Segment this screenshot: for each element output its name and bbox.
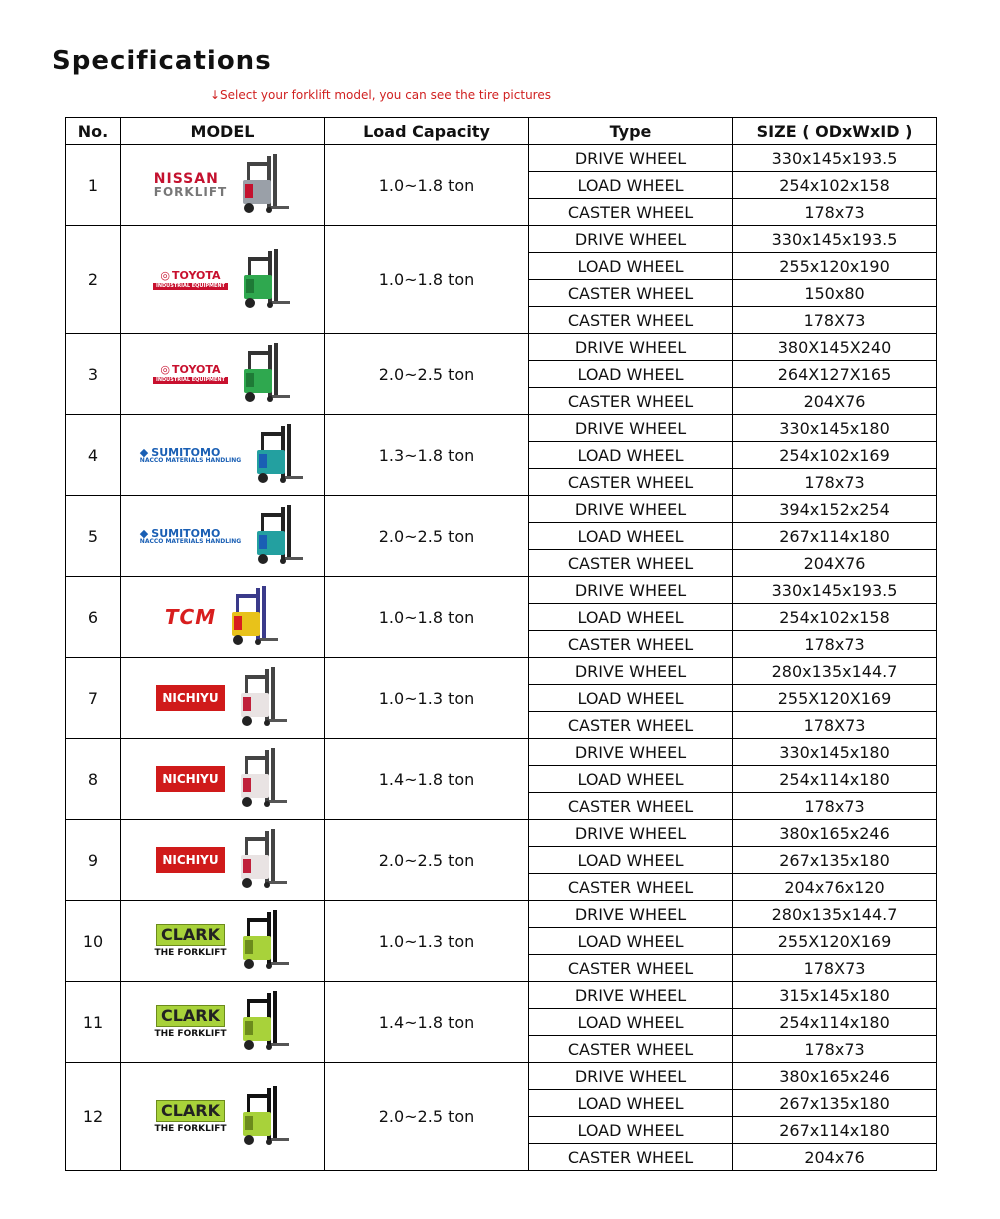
tire-type: CASTER WHEEL	[529, 307, 733, 334]
clark-logo	[154, 924, 226, 958]
logo-line-2: INDUSTRIAL EQUIPMENT	[153, 377, 228, 384]
forklift-image	[229, 746, 289, 812]
logo-line-2: INDUSTRIAL EQUIPMENT	[153, 283, 228, 290]
tire-type: DRIVE WHEEL	[529, 145, 733, 172]
sumitomo-logo	[140, 447, 241, 464]
toyota-logo	[153, 270, 228, 290]
tire-type: LOAD WHEEL	[529, 1009, 733, 1036]
tire-type: CASTER WHEEL	[529, 955, 733, 982]
row-number: 3	[66, 334, 121, 415]
toyota-logo	[153, 364, 228, 384]
tire-size: 267x135x180	[733, 847, 937, 874]
sumitomo-emblem-icon: ◆	[139, 445, 149, 459]
tire-type: LOAD WHEEL	[529, 1117, 733, 1144]
model-cell[interactable]	[121, 334, 325, 415]
tire-size: 204x76x120	[733, 874, 937, 901]
tire-type: CASTER WHEEL	[529, 874, 733, 901]
tire-type: LOAD WHEEL	[529, 685, 733, 712]
tire-size: 178x73	[733, 1036, 937, 1063]
tire-type: DRIVE WHEEL	[529, 226, 733, 253]
table-row	[66, 145, 937, 172]
forklift-image	[231, 152, 291, 218]
table-row	[66, 982, 937, 1009]
forklift-image	[231, 908, 291, 974]
table-row	[66, 577, 937, 604]
table-row	[66, 739, 937, 766]
toyota-emblem-icon: ◎	[160, 363, 171, 376]
row-number: 1	[66, 145, 121, 226]
tire-type: CASTER WHEEL	[529, 280, 733, 307]
model-cell[interactable]	[121, 577, 325, 658]
tire-type: CASTER WHEEL	[529, 712, 733, 739]
tire-size: 204X76	[733, 550, 937, 577]
forklift-image	[245, 503, 305, 569]
table-row	[66, 820, 937, 847]
sumitomo-emblem-icon: ◆	[139, 526, 149, 540]
tire-size: 380X145X240	[733, 334, 937, 361]
load-capacity: 1.0~1.3 ton	[325, 901, 529, 982]
load-capacity: 1.4~1.8 ton	[325, 739, 529, 820]
tire-type: CASTER WHEEL	[529, 1144, 733, 1171]
header-model: MODEL	[121, 118, 325, 145]
page-title: Specifications	[52, 46, 272, 76]
load-capacity: 2.0~2.5 ton	[325, 820, 529, 901]
model-image[interactable]	[121, 341, 324, 407]
page-subtitle: ↓Select your forklift model, you can see the tire pictures	[210, 88, 551, 102]
logo-line-1: TOYOTA	[172, 268, 221, 282]
sumitomo-logo	[140, 528, 241, 545]
tire-type: DRIVE WHEEL	[529, 334, 733, 361]
tire-size: 264X127X165	[733, 361, 937, 388]
load-capacity: 1.4~1.8 ton	[325, 982, 529, 1063]
tire-size: 254x102x158	[733, 172, 937, 199]
logo-line-1: CLARK	[156, 924, 225, 946]
tire-type: CASTER WHEEL	[529, 550, 733, 577]
header-type: Type	[529, 118, 733, 145]
tire-type: CASTER WHEEL	[529, 631, 733, 658]
row-number: 10	[66, 901, 121, 982]
logo-line-2: THE FORKLIFT	[154, 948, 227, 958]
table-header-row	[66, 118, 937, 145]
header-load-capacity: Load Capacity	[325, 118, 529, 145]
tire-type: LOAD WHEEL	[529, 442, 733, 469]
model-image[interactable]	[121, 1084, 324, 1150]
tire-type: CASTER WHEEL	[529, 793, 733, 820]
row-number: 4	[66, 415, 121, 496]
tire-size: 150x80	[733, 280, 937, 307]
tire-size: 315x145x180	[733, 982, 937, 1009]
tire-size: 255x120x190	[733, 253, 937, 280]
table-row	[66, 334, 937, 361]
header-size: SIZE ( ODxWxID )	[733, 118, 937, 145]
tire-type: DRIVE WHEEL	[529, 901, 733, 928]
tire-size: 380x165x246	[733, 1063, 937, 1090]
tire-type: LOAD WHEEL	[529, 928, 733, 955]
row-number: 7	[66, 658, 121, 739]
tire-type: LOAD WHEEL	[529, 361, 733, 388]
toyota-emblem-icon: ◎	[160, 268, 171, 282]
forklift-image	[229, 827, 289, 893]
tire-type: LOAD WHEEL	[529, 253, 733, 280]
tire-size: 255X120X169	[733, 928, 937, 955]
nichiyu-logo: NICHIYU	[156, 847, 224, 873]
row-number: 9	[66, 820, 121, 901]
row-number: 5	[66, 496, 121, 577]
tire-type: LOAD WHEEL	[529, 523, 733, 550]
model-image[interactable]	[121, 827, 324, 893]
forklift-image	[231, 1084, 291, 1150]
tire-type: CASTER WHEEL	[529, 388, 733, 415]
tire-size: 254x114x180	[733, 766, 937, 793]
tire-size: 254x102x169	[733, 442, 937, 469]
logo-line-1: CLARK	[156, 1005, 225, 1027]
model-cell[interactable]	[121, 1063, 325, 1171]
table-row	[66, 226, 937, 253]
model-cell[interactable]	[121, 982, 325, 1063]
model-image[interactable]	[121, 746, 324, 812]
logo-line-2: THE FORKLIFT	[154, 1029, 227, 1039]
nichiyu-logo: NICHIYU	[156, 766, 224, 792]
logo-line-2: NACCO MATERIALS HANDLING	[139, 537, 242, 545]
tire-size: 178x73	[733, 199, 937, 226]
tire-size: 178X73	[733, 712, 937, 739]
tire-type: LOAD WHEEL	[529, 847, 733, 874]
load-capacity: 2.0~2.5 ton	[325, 1063, 529, 1171]
table-row	[66, 496, 937, 523]
nichiyu-logo: NICHIYU	[156, 685, 224, 711]
tire-size: 204X76	[733, 388, 937, 415]
tire-size: 330x145x193.5	[733, 226, 937, 253]
forklift-image	[245, 422, 305, 488]
model-image[interactable]	[121, 989, 324, 1055]
row-number: 11	[66, 982, 121, 1063]
logo-line-2: NACCO MATERIALS HANDLING	[139, 456, 242, 464]
forklift-image	[232, 341, 292, 407]
tire-size: 280x135x144.7	[733, 901, 937, 928]
tire-size: 254x102x158	[733, 604, 937, 631]
tire-type: DRIVE WHEEL	[529, 658, 733, 685]
tire-type: DRIVE WHEEL	[529, 577, 733, 604]
tire-type: LOAD WHEEL	[529, 604, 733, 631]
model-cell[interactable]	[121, 658, 325, 739]
tire-type: DRIVE WHEEL	[529, 1063, 733, 1090]
tire-size: 330x145x180	[733, 415, 937, 442]
model-image[interactable]	[121, 422, 324, 488]
tire-type: LOAD WHEEL	[529, 766, 733, 793]
logo-line-2: THE FORKLIFT	[154, 1123, 227, 1134]
tire-size: 254x114x180	[733, 1009, 937, 1036]
tcm-logo: TCM	[164, 605, 217, 629]
tire-size: 394x152x254	[733, 496, 937, 523]
tire-type: CASTER WHEEL	[529, 469, 733, 496]
tire-type: LOAD WHEEL	[529, 1090, 733, 1117]
tire-type: DRIVE WHEEL	[529, 982, 733, 1009]
tire-size: 380x165x246	[733, 820, 937, 847]
clark-logo	[154, 1100, 226, 1134]
load-capacity: 2.0~2.5 ton	[325, 334, 529, 415]
tire-size: 178x73	[733, 469, 937, 496]
spec-table	[65, 117, 937, 1171]
tire-type: CASTER WHEEL	[529, 1036, 733, 1063]
model-cell[interactable]	[121, 901, 325, 982]
logo-line-1: TOYOTA	[172, 363, 221, 376]
nissan-forklift-logo	[154, 172, 227, 198]
logo-line-1: CLARK	[156, 1100, 225, 1122]
tire-size: 178x73	[733, 631, 937, 658]
tire-type: CASTER WHEEL	[529, 199, 733, 226]
tire-size: 178X73	[733, 307, 937, 334]
load-capacity: 2.0~2.5 ton	[325, 496, 529, 577]
row-number: 8	[66, 739, 121, 820]
load-capacity: 1.0~1.8 ton	[325, 145, 529, 226]
clark-logo	[154, 1005, 226, 1039]
tire-size: 267x135x180	[733, 1090, 937, 1117]
forklift-image	[232, 247, 292, 313]
tire-size: 267x114x180	[733, 523, 937, 550]
logo-line-2: FORKLIFT	[153, 185, 228, 199]
row-number: 12	[66, 1063, 121, 1171]
header-no: No.	[66, 118, 121, 145]
table-row	[66, 901, 937, 928]
load-capacity: 1.0~1.3 ton	[325, 658, 529, 739]
tire-type: DRIVE WHEEL	[529, 739, 733, 766]
tire-type: DRIVE WHEEL	[529, 415, 733, 442]
tire-size: 330x145x193.5	[733, 145, 937, 172]
tire-size: 280x135x144.7	[733, 658, 937, 685]
model-cell[interactable]	[121, 820, 325, 901]
forklift-image	[229, 665, 289, 731]
table-row	[66, 658, 937, 685]
model-cell[interactable]	[121, 739, 325, 820]
model-image[interactable]	[121, 152, 324, 218]
model-image[interactable]	[121, 247, 324, 313]
row-number: 6	[66, 577, 121, 658]
logo-line-1: NISSAN	[153, 171, 219, 187]
tire-type: DRIVE WHEEL	[529, 820, 733, 847]
table-row	[66, 1063, 937, 1090]
tire-type: LOAD WHEEL	[529, 172, 733, 199]
model-cell[interactable]	[121, 415, 325, 496]
forklift-image	[231, 989, 291, 1055]
row-number: 2	[66, 226, 121, 334]
model-cell[interactable]	[121, 496, 325, 577]
table-row	[66, 415, 937, 442]
load-capacity: 1.0~1.8 ton	[325, 577, 529, 658]
tire-size: 267x114x180	[733, 1117, 937, 1144]
tire-size: 178x73	[733, 793, 937, 820]
tire-type: DRIVE WHEEL	[529, 496, 733, 523]
model-cell[interactable]	[121, 226, 325, 334]
forklift-image	[220, 584, 280, 650]
model-image[interactable]	[121, 584, 324, 650]
load-capacity: 1.3~1.8 ton	[325, 415, 529, 496]
tire-size: 255X120X169	[733, 685, 937, 712]
model-image[interactable]	[121, 665, 324, 731]
tire-size: 178X73	[733, 955, 937, 982]
tire-size: 330x145x193.5	[733, 577, 937, 604]
logo-line-1: SUMITOMO	[151, 445, 221, 459]
tire-size: 330x145x180	[733, 739, 937, 766]
model-image[interactable]	[121, 503, 324, 569]
logo-line-1: SUMITOMO	[151, 526, 221, 540]
model-cell[interactable]	[121, 145, 325, 226]
load-capacity: 1.0~1.8 ton	[325, 226, 529, 334]
model-image[interactable]	[121, 908, 324, 974]
tire-size: 204x76	[733, 1144, 937, 1171]
